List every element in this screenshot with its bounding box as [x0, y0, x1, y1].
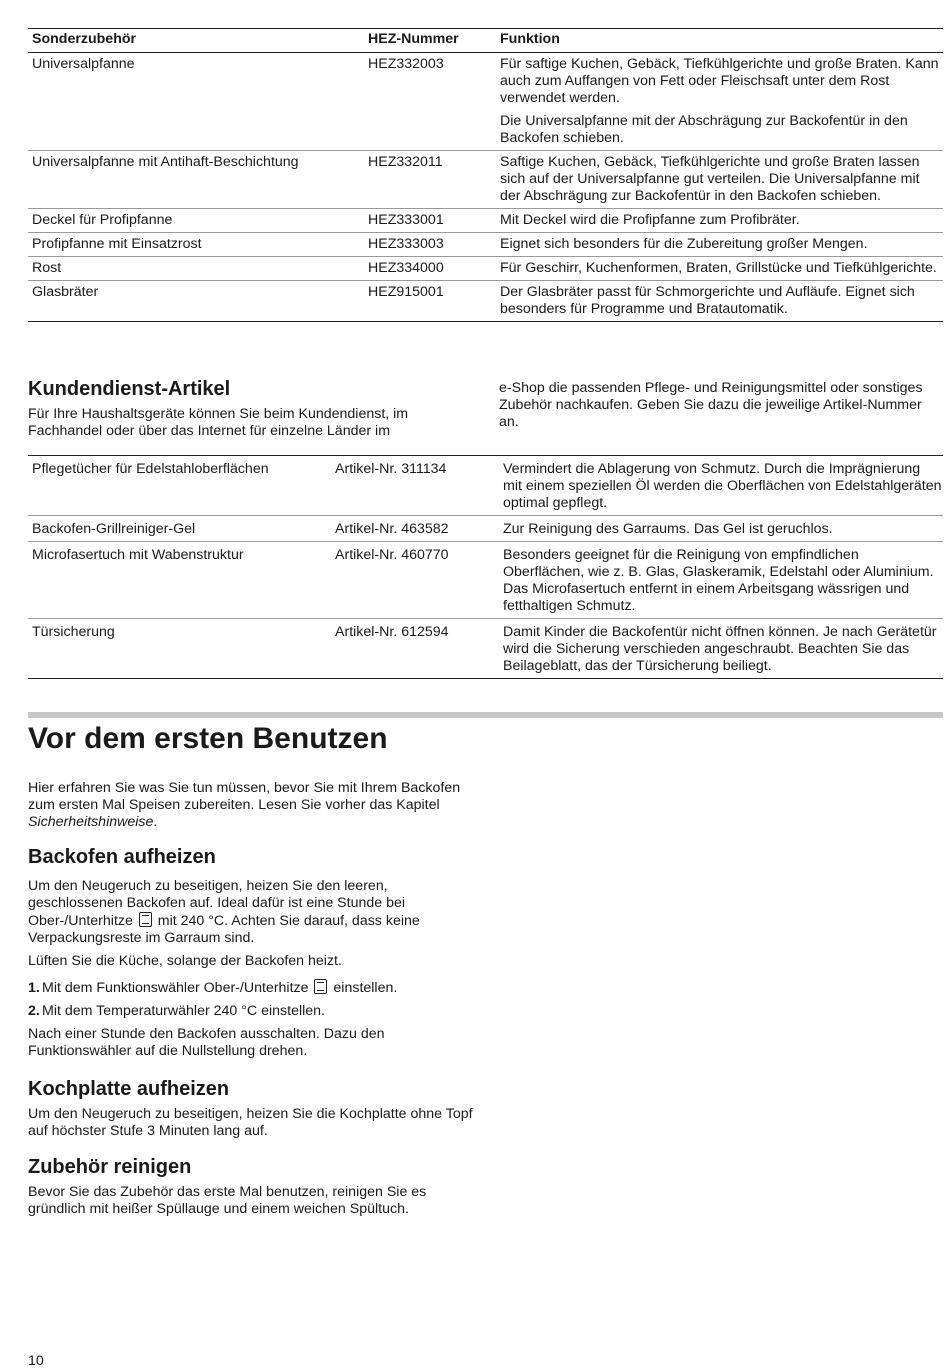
- page-number: 10: [28, 1353, 44, 1369]
- step-number: 1.: [28, 980, 40, 996]
- service-articles-table: [28, 455, 943, 679]
- function-text: Für saftige Kuchen, Gebäck, Tiefkühlgerichte und große Braten. Kann auch zum Auffangen von Fett oder Fleischsaft unter dem Rost verwendet werden.: [500, 56, 939, 106]
- column-header: HEZ-Nummer: [364, 29, 496, 53]
- heat-hob-heading: Kochplatte aufheizen: [28, 1078, 230, 1100]
- table-row: [28, 542, 943, 619]
- accessory-number: HEZ915001: [364, 281, 496, 322]
- accessory-number: HEZ332003: [364, 53, 496, 151]
- ventilate-text: Lüften Sie die Küche, solange der Backofen heizt.: [28, 953, 342, 969]
- article-name: Backofen-Grillreiniger-Gel: [28, 516, 331, 542]
- article-number: Artikel-Nr. 311134: [331, 456, 499, 516]
- article-function: Besonders geeignet für die Reinigung von empfindlichen Oberflächen, wie z. B. Glas, Glaskeramik, Edelstahl oder Aluminium. Das Microfasertuch entfernt in einem Arbeitsgang wässrigen und fetthaltigen Schmutz.: [499, 542, 943, 619]
- article-number: Artikel-Nr. 463582: [331, 516, 499, 542]
- heat-oven-text-end: mit 240 °C. Achten Sie darauf, dass keine Verpackungsreste im Garraum sind.: [28, 913, 420, 946]
- function-text: Mit Deckel wird die Profipfanne zum Profibräter.: [500, 212, 800, 228]
- table-row: [28, 257, 943, 281]
- table-row: [28, 233, 943, 257]
- article-number: Artikel-Nr. 460770: [331, 542, 499, 619]
- article-function: Zur Reinigung des Garraums. Das Gel ist geruchlos.: [499, 516, 943, 542]
- function-text: Die Universalpfanne mit der Abschrägung zur Backofentür in den Backofen schieben.: [500, 113, 908, 146]
- heat-oven-text: Um den Neugeruch zu beseitigen, heizen Sie den leeren, geschlossenen Backofen auf. Ideal dafür ist eine Stunde bei Ober-/Unterhitze: [28, 878, 406, 929]
- article-function: Damit Kinder die Backofentür nicht öffnen können. Je nach Gerätetür wird die Sicherung verschieden angeschraubt. Beachten Sie das Beilageblatt, das der Türsicherung beiliegt.: [499, 619, 943, 679]
- clean-accessories-text: Bevor Sie das Zubehör das erste Mal benutzen, reinigen Sie es gründlich mit heißer Spüllauge und einem weichen Spültuch.: [28, 1184, 427, 1217]
- service-heading: Kundendienst-Artikel: [28, 378, 231, 400]
- column-header: Sonderzubehör: [28, 29, 364, 53]
- safety-chapter-reference: Sicherheitshinweise: [28, 814, 154, 830]
- accessory-function: [496, 233, 943, 257]
- accessory-number: HEZ333003: [364, 233, 496, 257]
- column-header: Funktion: [496, 29, 943, 53]
- step-text: Mit dem Temperaturwähler 240 °C einstellen.: [42, 1003, 325, 1019]
- top-bottom-heat-icon: [139, 912, 152, 927]
- table-row: [28, 619, 943, 679]
- service-intro-right: e-Shop die passenden Pflege- und Reinigungsmittel oder sonstiges Zubehör nachkaufen. Geben Sie dazu die jeweilige Artikel-Nummer an.: [499, 380, 923, 430]
- accessory-name: Universalpfanne: [28, 53, 364, 151]
- clean-accessories-heading: Zubehör reinigen: [28, 1156, 192, 1178]
- list-item: [28, 979, 473, 997]
- article-name: Türsicherung: [28, 619, 331, 679]
- step-text-end: einstellen.: [333, 980, 398, 996]
- heat-hob-text: Um den Neugeruch zu beseitigen, heizen Sie die Kochplatte ohne Topf auf höchster Stufe 3 Minuten lang auf.: [28, 1106, 473, 1139]
- service-intro-left: Für Ihre Haushaltsgeräte können Sie beim Kundendienst, im Fachhandel oder über das Internet für einzelne Länder im: [28, 406, 409, 439]
- step-number: 2.: [28, 1003, 40, 1019]
- top-bottom-heat-icon: [314, 979, 327, 994]
- article-function: Vermindert die Ablagerung von Schmutz. Durch die Imprägnierung mit einem speziellen Öl werden die Oberflächen von Edelstahlgeräten optimal gepflegt.: [499, 456, 943, 516]
- accessory-name: Universalpfanne mit Antihaft-Beschichtung: [28, 151, 364, 209]
- first-use-intro: [28, 780, 473, 831]
- table-header-row: [28, 29, 943, 53]
- accessory-name: Rost: [28, 257, 364, 281]
- accessory-function: [496, 209, 943, 233]
- accessory-function: [496, 281, 943, 322]
- table-row: [28, 456, 943, 516]
- heat-oven-heading: Backofen aufheizen: [28, 846, 216, 868]
- steps-list: [28, 979, 473, 1020]
- accessory-name: Deckel für Profipfanne: [28, 209, 364, 233]
- table-row: [28, 151, 943, 209]
- accessory-function: [496, 257, 943, 281]
- accessory-name: Profipfanne mit Einsatzrost: [28, 233, 364, 257]
- article-number: Artikel-Nr. 612594: [331, 619, 499, 679]
- function-text: Für Geschirr, Kuchenformen, Braten, Grillstücke und Tiefkühlgerichte.: [500, 260, 937, 276]
- step-text: Mit dem Funktionswähler Ober-/Unterhitze: [42, 980, 309, 996]
- section-title: Vor dem ersten Benutzen: [28, 722, 388, 755]
- intro-text: Hier erfahren Sie was Sie tun müssen, bevor Sie mit Ihrem Backofen zum ersten Mal Speisen zubereiten. Lesen Sie vorher das Kapitel: [28, 780, 461, 813]
- accessory-function: [496, 53, 943, 151]
- section-divider: [28, 712, 943, 718]
- table-row: [28, 281, 943, 322]
- table-row: [28, 516, 943, 542]
- table-row: [28, 209, 943, 233]
- accessories-table: [28, 28, 943, 322]
- accessory-number: HEZ333001: [364, 209, 496, 233]
- function-text: Saftige Kuchen, Gebäck, Tiefkühlgerichte und große Braten lassen sich auf der Universalpfanne gut verteilen. Die Universalpfanne mit der Abschrägung zur Backofentür in den Backofen schieben.: [500, 154, 920, 204]
- intro-text-end: .: [153, 814, 158, 830]
- article-name: Pflegetücher für Edelstahloberflächen: [28, 456, 331, 516]
- switch-off-text: Nach einer Stunde den Backofen ausschalten. Dazu den Funktionswähler auf die Nullstellung drehen.: [28, 1026, 385, 1059]
- list-item: [28, 1003, 473, 1020]
- article-name: Microfasertuch mit Wabenstruktur: [28, 542, 331, 619]
- table-row: [28, 53, 943, 151]
- accessory-number: HEZ332011: [364, 151, 496, 209]
- accessory-number: HEZ334000: [364, 257, 496, 281]
- accessory-name: Glasbräter: [28, 281, 364, 322]
- accessory-function: [496, 151, 943, 209]
- function-text: Der Glasbräter passt für Schmorgerichte und Aufläufe. Eignet sich besonders für Programme und Bratautomatik.: [500, 284, 915, 317]
- function-text: Eignet sich besonders für die Zubereitung großer Mengen.: [500, 236, 868, 252]
- heat-oven-section: [28, 878, 473, 1060]
